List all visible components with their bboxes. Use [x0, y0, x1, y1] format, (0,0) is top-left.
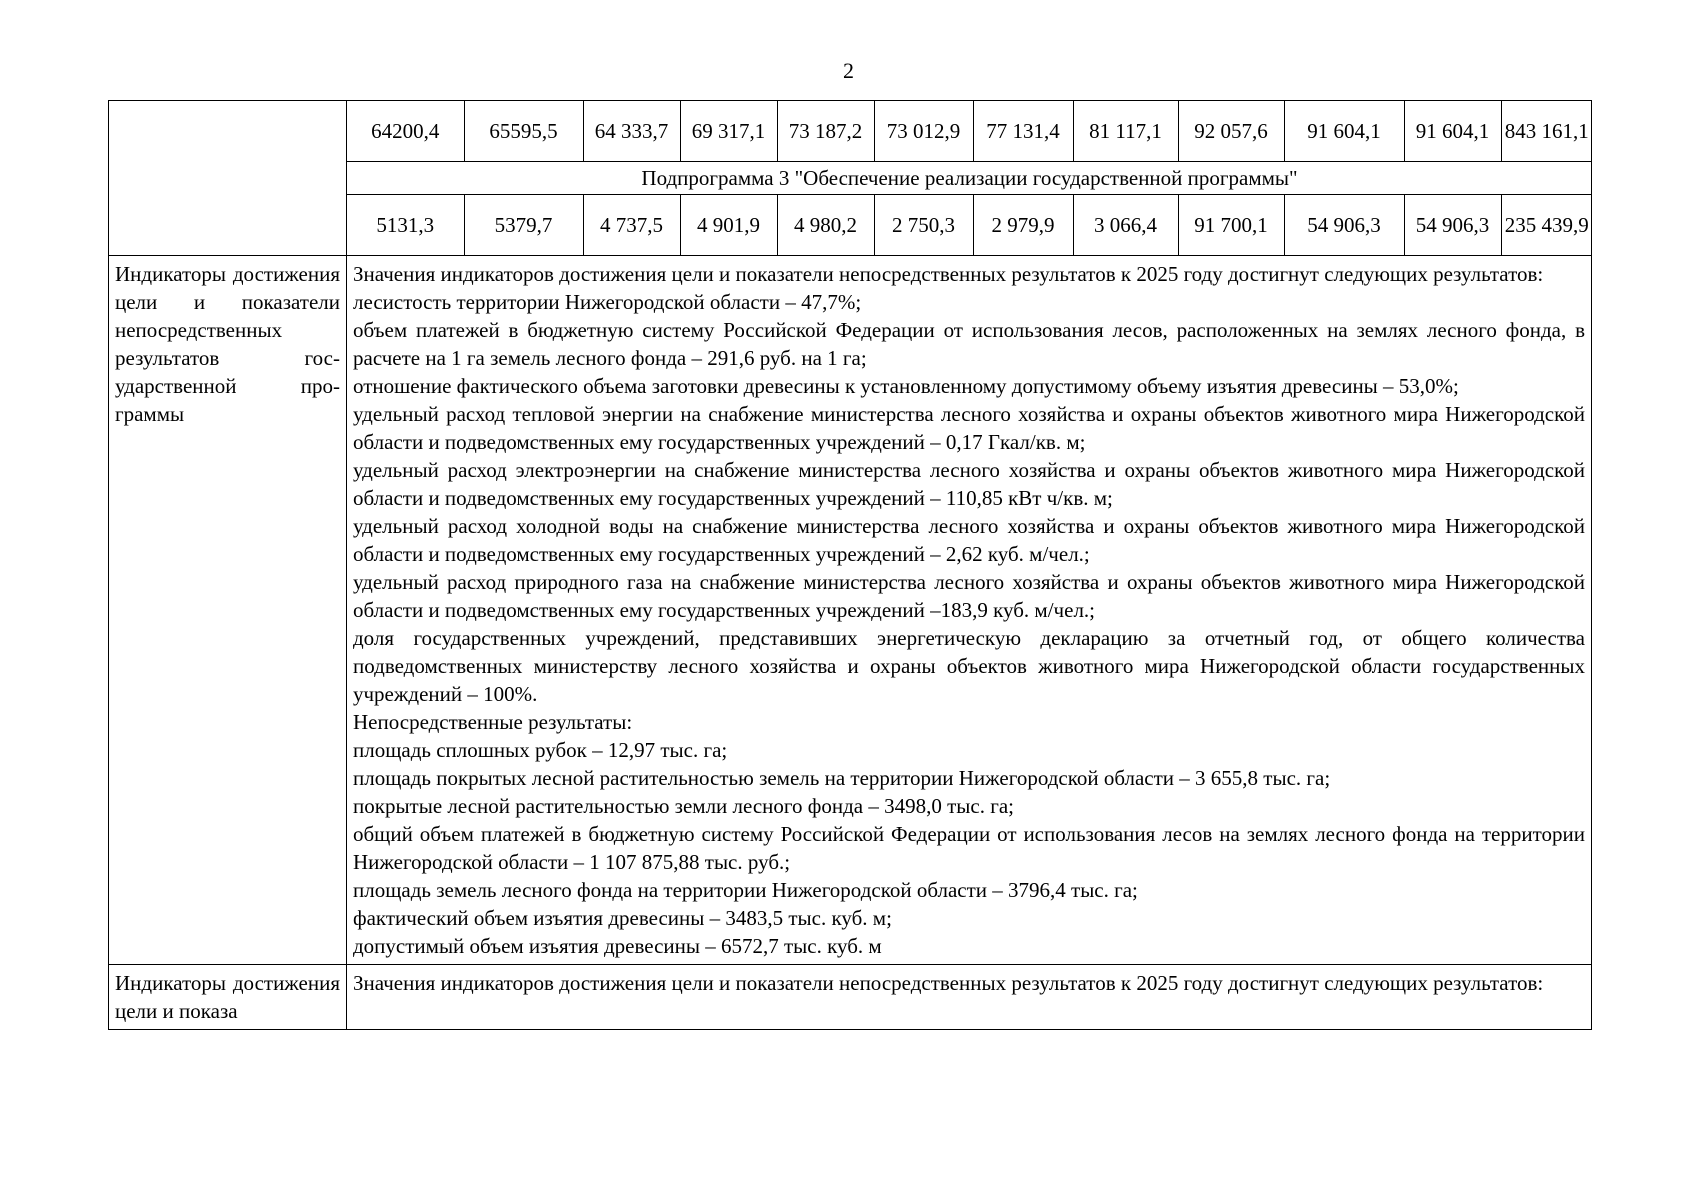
finance-table: [347, 101, 1592, 255]
finance-value: 235 439,9: [1501, 195, 1592, 256]
indicator-line: общий объем платежей в бюджетную систему Российской Федерации от использования лесов на землях лесного фонда на территории Нижегородской области – 1 107 875,88 тыс. руб.;: [353, 822, 1585, 874]
indicator-line: Значения индикаторов достижения цели и показатели непосредственных результатов к 2025 году достигнут следующих результатов:: [353, 971, 1544, 995]
indicator-line: отношение фактического объема заготовки древесины к установленному допустимому объему изъятия древесины – 53,0%;: [353, 374, 1459, 398]
finance-value: 64200,4: [347, 101, 464, 162]
page-number: 2: [843, 58, 854, 83]
finance-value: 65595,5: [464, 101, 583, 162]
finance-cell: [347, 101, 1592, 256]
subprogram-row: [347, 162, 1592, 195]
finance-value: 73 012,9: [874, 101, 973, 162]
indicators-label: Индикаторы достижения цели и показатели непосредственных результатов государственной программы: [109, 256, 347, 965]
finance-value: 4 980,2: [777, 195, 874, 256]
finance-value: 54 906,3: [1404, 195, 1501, 256]
finance-value: 77 131,4: [973, 101, 1073, 162]
indicators-row-2: [109, 965, 1592, 1030]
finance-value: 2 979,9: [973, 195, 1073, 256]
finance-value: 91 700,1: [1178, 195, 1284, 256]
finance-value: 73 187,2: [777, 101, 874, 162]
indicators-content-2: [347, 965, 1592, 1030]
indicators-row: [109, 256, 1592, 965]
indicator-line: Непосредственные результаты:: [353, 710, 633, 734]
indicator-line: удельный расход электроэнергии на снабжение министерства лесного хозяйства и охраны объектов животного мира Нижегородской области и подведомственных ему государственных учреждений – 110,85 кВт ч/кв. м;: [353, 458, 1585, 510]
indicators-content: [347, 256, 1592, 965]
indicator-line: удельный расход тепловой энергии на снабжение министерства лесного хозяйства и охраны объектов животного мира Нижегородской области и подведомственных ему государственных учреждений – 0,17 Гкал/кв. м;: [353, 402, 1585, 454]
indicator-line: лесистость территории Нижегородской области – 47,7%;: [353, 290, 862, 314]
finance-value: 4 737,5: [583, 195, 680, 256]
finance-row-totals: [347, 101, 1592, 162]
indicator-line: доля государственных учреждений, представивших энергетическую декларацию за отчетный год, от общего количества подведомственных министерству лесного хозяйства и охраны объектов животного мира Нижегородской области государственных учреждений – 100%.: [353, 626, 1585, 706]
finance-value: 81 117,1: [1073, 101, 1178, 162]
passport-table: [108, 100, 1592, 1030]
finance-value: 64 333,7: [583, 101, 680, 162]
indicators-label-2: Индикаторы достижения цели и показа: [109, 965, 347, 1030]
finance-value: 4 901,9: [680, 195, 777, 256]
finance-value: 69 317,1: [680, 101, 777, 162]
indicator-line: допустимый объем изъятия древесины – 6572,7 тыс. куб. м: [353, 934, 882, 958]
indicator-line: удельный расход холодной воды на снабжение министерства лесного хозяйства и охраны объектов животного мира Нижегородской области и подведомственных ему государственных учреждений – 2,62 куб. м/чел.;: [353, 514, 1585, 566]
indicator-line: площадь покрытых лесной растительностью земель на территории Нижегородской области – 3 655,8 тыс. га;: [353, 766, 1331, 790]
indicator-line: покрытые лесной растительностью земли лесного фонда – 3498,0 тыс. га;: [353, 794, 1014, 818]
finance-row: [109, 101, 1592, 256]
finance-value: 92 057,6: [1178, 101, 1284, 162]
indicator-line: Значения индикаторов достижения цели и показатели непосредственных результатов к 2025 году достигнут следующих результатов:: [353, 262, 1544, 286]
finance-value: 2 750,3: [874, 195, 973, 256]
finance-value: 843 161,1: [1501, 101, 1592, 162]
indicator-line: площадь сплошных рубок – 12,97 тыс. га;: [353, 738, 728, 762]
finance-value: 5379,7: [464, 195, 583, 256]
finance-value: 91 604,1: [1404, 101, 1501, 162]
finance-value: 5131,3: [347, 195, 464, 256]
indicator-line: фактический объем изъятия древесины – 3483,5 тыс. куб. м;: [353, 906, 892, 930]
finance-value: 3 066,4: [1073, 195, 1178, 256]
finance-row-subprogram3: [347, 195, 1592, 256]
indicator-line: объем платежей в бюджетную систему Российской Федерации от использования лесов, расположенных на землях лесного фонда, в расчете на 1 га земель лесного фонда – 291,6 руб. на 1 га;: [353, 318, 1585, 370]
empty-label-cell: [109, 101, 347, 256]
finance-value: 54 906,3: [1284, 195, 1404, 256]
indicator-line: удельный расход природного газа на снабжение министерства лесного хозяйства и охраны объектов животного мира Нижегородской области и подведомственных ему государственных учреждений –183,9 куб. м/чел.;: [353, 570, 1585, 622]
subprogram-title: Подпрограмма 3 "Обеспечение реализации государственной программы": [347, 162, 1592, 195]
finance-value: 91 604,1: [1284, 101, 1404, 162]
indicator-line: площадь земель лесного фонда на территории Нижегородской области – 3796,4 тыс. га;: [353, 878, 1138, 902]
